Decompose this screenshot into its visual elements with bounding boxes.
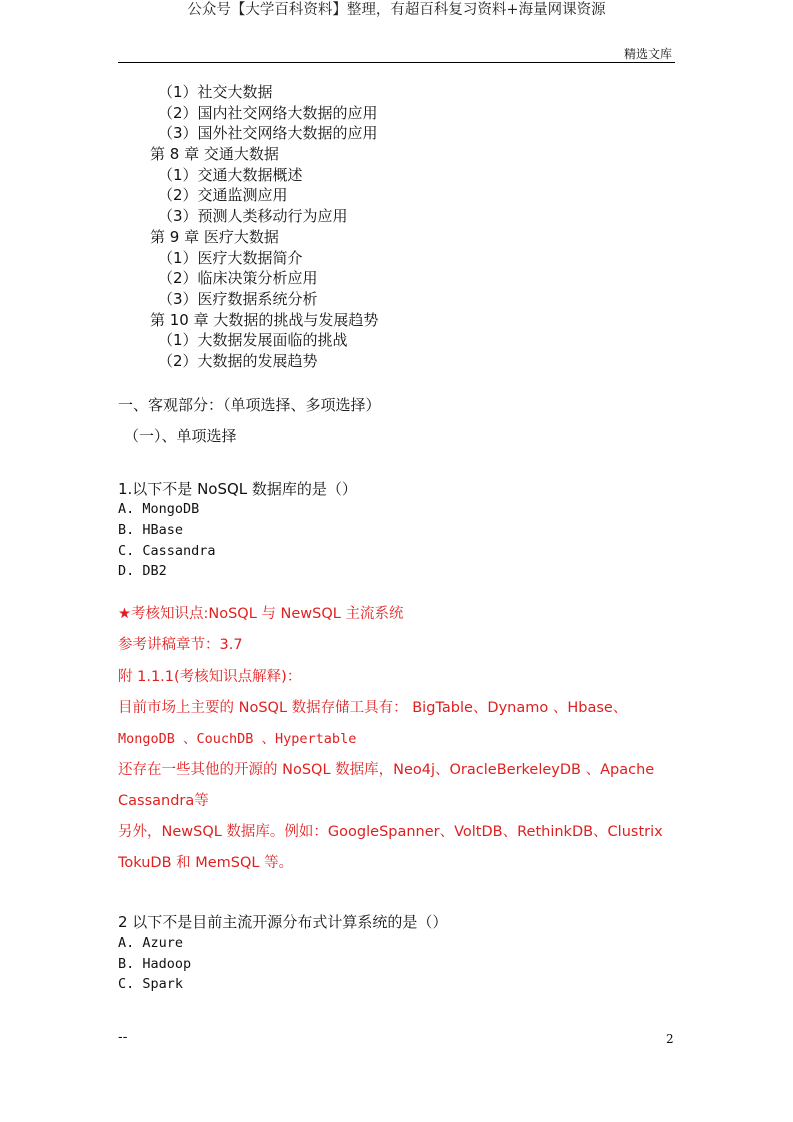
question-2-option-c: C. Spark: [118, 976, 184, 992]
reference-chapter: 参考讲稿章节：3.7: [118, 637, 243, 653]
question-1-option-a: A. MongoDB: [118, 501, 200, 517]
toc-item: （3）医疗数据系统分析: [158, 289, 318, 308]
subsection-title: （一）、单项选择: [124, 427, 237, 445]
toc-item: （2）临床决策分析应用: [158, 269, 318, 288]
toc-chapter: 第 8 章 交通大数据: [150, 145, 279, 164]
question-1-option-b: B. HBase: [118, 522, 184, 538]
top-banner: 公众号【大学百科资料】整理，有超百科复习资料+海量网课资源: [187, 2, 606, 18]
toc-item: （2）交通监测应用: [158, 186, 288, 205]
footer-dashes: --: [118, 1030, 128, 1045]
toc-item: （1）医疗大数据简介: [158, 248, 303, 267]
question-1-title: 1.以下不是 NoSQL 数据库的是（）: [118, 480, 357, 498]
toc-item: （2）国内社交网络大数据的应用: [158, 103, 378, 122]
toc-item: （1）大数据发展面临的挑战: [158, 331, 348, 350]
explanation-paragraph-2-line-2: Cassandra等: [118, 793, 209, 809]
section-title: 一、客观部分：（单项选择、多项选择）: [118, 396, 381, 414]
toc-item: （1）交通大数据概述: [158, 165, 303, 184]
toc-item: （2）大数据的发展趋势: [158, 351, 318, 370]
toc-chapter: 第 9 章 医疗大数据: [150, 227, 279, 246]
knowledge-point: ★考核知识点:NoSQL 与 NewSQL 主流系统: [118, 606, 404, 622]
question-2-option-a: A. Azure: [118, 935, 184, 951]
table-of-contents: [118, 82, 678, 372]
question-1-option-c: C. Cassandra: [118, 543, 216, 559]
explanation-paragraph-1-line-1: 目前市场上主要的 NoSQL 数据存储工具有： BigTable、Dynamo 、Hbase、: [118, 700, 628, 716]
explanation-paragraph-2-line-1: 还存在一些其他的开源的 NoSQL 数据库，Neo4j、OracleBerkeleyDB 、Apache: [118, 762, 655, 778]
toc-item: （1）社交大数据: [158, 83, 273, 101]
question-2-option-b: B. Hadoop: [118, 956, 192, 972]
toc-chapter: 第 10 章 大数据的挑战与发展趋势: [150, 310, 379, 329]
question-2-title: 2 以下不是目前主流开源分布式计算系统的是（）: [118, 913, 448, 931]
explanation-paragraph-3-line-1: 另外，NewSQL 数据库。例如：GoogleSpanner、VoltDB、RethinkDB、Clustrix: [118, 824, 663, 840]
explanation-paragraph-3-line-2: TokuDB 和 MemSQL 等。: [118, 855, 294, 871]
toc-item: （3）预测人类移动行为应用: [158, 207, 348, 226]
toc-item: （3）国外社交网络大数据的应用: [158, 124, 378, 143]
header-library-label: 精选文库: [624, 47, 673, 61]
header-rule: [118, 62, 675, 63]
explanation-paragraph-1-line-2: MongoDB 、CouchDB 、Hypertable: [118, 731, 357, 747]
page-number: 2: [666, 1032, 674, 1046]
appendix-heading: 附 1.1.1(考核知识点解释)：: [118, 669, 302, 685]
question-1-option-d: D. DB2: [118, 563, 167, 579]
